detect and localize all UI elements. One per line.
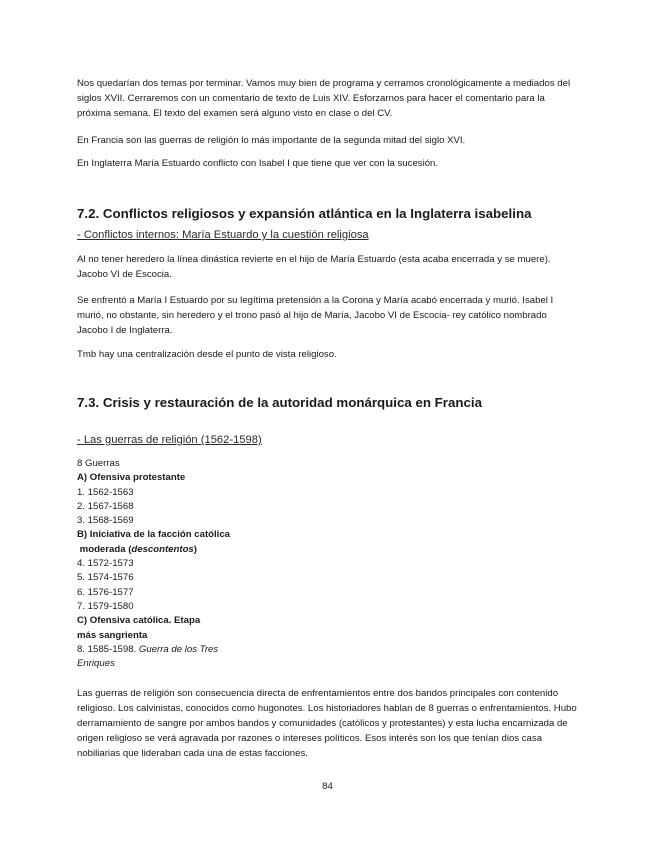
closing-paragraph xyxy=(77,686,582,761)
intro-paragraph-1 xyxy=(77,76,577,121)
section-7-2-heading: 7.2. Conflictos religiosos y expansión atlántica en la Inglaterra isabelina xyxy=(77,206,532,221)
section-7-2-subheading: - Conflictos internos: María Estuardo y la cuestión religiosa xyxy=(77,229,369,241)
section-7-2-text-3: Tmb hay una centralización desde el punto de vista religioso. xyxy=(77,349,337,360)
group-b-heading-line-1: B) Iniciativa de la facción católica xyxy=(77,529,231,541)
group-c-heading-line-1: C) Ofensiva católica. Etapa xyxy=(77,615,201,627)
intro-paragraph-2 xyxy=(77,133,577,148)
intro-text-3: En Inglaterra María Estuardo conflicto con Isabel I que tiene que ver con la sucesión. xyxy=(77,158,439,169)
section-7-2-text-2: Se enfrentó a María I Estuardo por su legítima pretensión a la Corona y María acabó encerrada y murió. Isabel I murió, no obstante, sin heredero y el trono pasó al hijo de María, Jacobo VI de Escocia- rey católico nombrado Jacobo I de Inglaterra. xyxy=(77,295,554,336)
list-item: 7. 1579-1580 xyxy=(77,600,134,612)
list-item-8-title: Guerra de los Tres xyxy=(138,643,219,655)
section-7-2-paragraph-1 xyxy=(77,252,577,282)
group-b-italic-label: descontentos xyxy=(131,543,194,555)
group-b-label: moderada ( xyxy=(79,543,132,555)
list-item: 3. 1568-1569 xyxy=(77,515,134,527)
section-7-3-heading: 7.3. Crisis y restauración de la autoridad monárquica en Francia xyxy=(77,395,482,410)
section-7-2-text-1: Al no tener heredero la línea dinástica revierte en el hijo de María Estuardo (esta acaba encerrada y se muere). Jacobo VI de Escocia. xyxy=(77,254,551,280)
list-item-8-title-cont: Enriques xyxy=(77,658,115,670)
wars-count: 8 Guerras xyxy=(77,458,120,469)
section-7-3-subheading: - Las guerras de religión (1562-1598) xyxy=(77,434,262,446)
group-b-heading-line-2 xyxy=(77,543,317,557)
intro-paragraph-3 xyxy=(77,156,577,171)
group-c-heading-line-2: más sangrienta xyxy=(77,629,148,641)
page-number: 84 xyxy=(322,781,333,792)
list-item-8 xyxy=(77,643,317,657)
intro-text-2: En Francia son las guerras de religión lo más importante de la segunda mitad del siglo XVI. xyxy=(77,135,466,146)
list-item: 6. 1576-1577 xyxy=(77,586,134,598)
group-a-heading: A) Ofensiva protestante xyxy=(77,472,186,484)
list-item: 2. 1567-1568 xyxy=(77,500,134,512)
section-7-2-paragraph-3 xyxy=(77,347,577,362)
group-b-close-paren: ) xyxy=(193,543,197,555)
intro-text-1: Nos quedarían dos temas por terminar. Vamos muy bien de programa y cerramos cronológicamente a mediados del siglos XVII. Cerraremos con un comentario de texto de Luis XIV. Esforzarnos para hacer el comentario para la próxima semana. El texto del examen será alguno visto en clase o del CV. xyxy=(77,78,571,119)
section-7-2-paragraph-2 xyxy=(77,293,577,338)
list-item: 4. 1572-1573 xyxy=(77,558,134,570)
list-item: 5. 1574-1576 xyxy=(77,572,134,584)
wars-list xyxy=(77,457,317,671)
list-item-8-years: 8. 1585-1598. xyxy=(77,643,137,655)
closing-text: Las guerras de religión son consecuencia directa de enfrentamientos entre dos bandos principales con contenido religioso. Los calvinistas, conocidos como hugonotes. Los historiadores hablan de 8 guerras o enfrentamientos. Hubo derramamiento de sangre por ambos bandos y comunidades (católicos y protestantes) y esta lucha encarnizada de origen religioso se verá agravada por razones o intereses políticos. Esos interés son los que tenían dios casa nobiliarias que lideraban cada una de estas facciones. xyxy=(77,688,577,759)
list-item: 1. 1562-1563 xyxy=(77,486,134,498)
